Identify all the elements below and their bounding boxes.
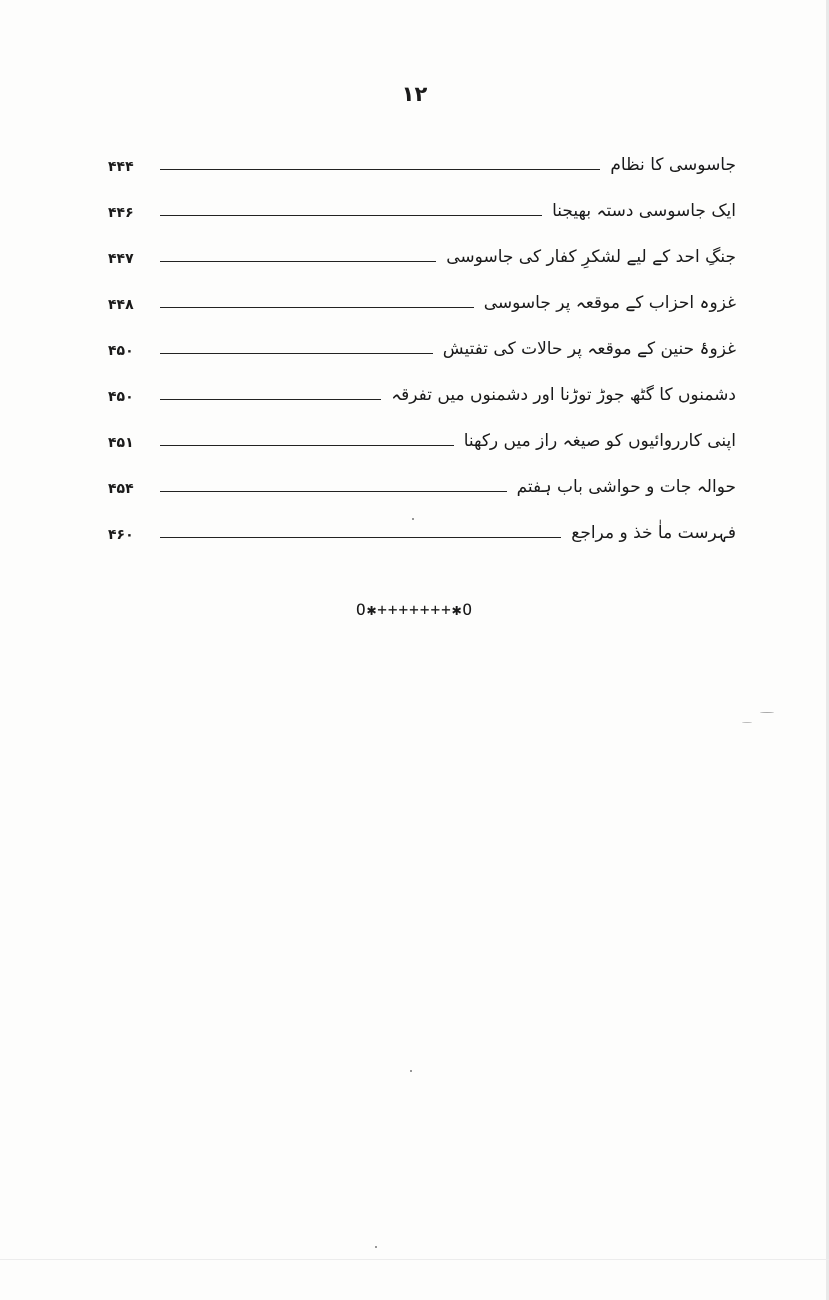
toc-entry-title: ایک جاسوسی دستہ بھیجنا	[552, 201, 736, 221]
scan-speck	[412, 518, 414, 520]
scan-speck	[742, 722, 752, 723]
toc-entry-title: غزوہ احزاب کے موقعہ پر جاسوسی	[483, 293, 736, 313]
page-edge-bottom	[0, 1259, 829, 1300]
toc-entry	[108, 455, 736, 501]
toc-leader-line	[160, 169, 600, 170]
toc-entry	[108, 501, 736, 547]
toc-entry-page: ۴۵۱	[108, 435, 134, 451]
toc-entry-title: جنگِ احد کے لیے لشکرِ کفار کی جاسوسی	[446, 247, 736, 267]
toc-leader-line	[160, 445, 454, 446]
toc-entry-title: غزوۂ حنین کے موقعہ پر حالات کی تفتیش	[442, 339, 736, 359]
toc-entry-page: ۴۵۰	[108, 389, 134, 405]
scan-speck	[410, 1070, 412, 1072]
toc-entry-title: دشمنوں کا گٹھ جوڑ توڑنا اور دشمنوں میں تفرقہ	[391, 385, 736, 405]
toc-entry-page: ۴۵۰	[108, 343, 134, 359]
toc-leader-line	[160, 399, 381, 400]
toc-entry	[108, 409, 736, 455]
toc-entry-title: فہرست ماٰ خذ و مراجع	[571, 523, 736, 543]
toc-entry-title: جاسوسی کا نظام	[610, 155, 736, 175]
section-end-ornament: O✱+++++++✱O	[356, 600, 473, 619]
toc-entry-page: ۴۵۴	[108, 481, 134, 497]
toc-entry-page: ۴۴۶	[108, 205, 134, 221]
page-number: ١٢	[401, 82, 428, 106]
toc-entry-page: ۴۴۷	[108, 251, 134, 267]
toc-entry-page: ۴۴۸	[108, 297, 134, 313]
toc-entry	[108, 271, 736, 317]
toc-leader-line	[160, 307, 474, 308]
toc-entry	[108, 179, 736, 225]
toc-entry	[108, 317, 736, 363]
toc-leader-line	[160, 537, 561, 538]
toc-entry	[108, 363, 736, 409]
toc-leader-line	[160, 353, 433, 354]
table-of-contents	[108, 133, 736, 547]
toc-entry-page: ۴۶۰	[108, 527, 134, 543]
toc-leader-line	[160, 491, 507, 492]
toc-entry-page: ۴۴۴	[108, 159, 134, 175]
scan-speck	[375, 1246, 377, 1248]
toc-entry-title: اپنی کارروائیوں کو صیغہ راز میں رکھنا	[463, 431, 736, 451]
toc-leader-line	[160, 261, 436, 262]
toc-entry-title: حوالہ جات و حواشی باب ہفتم	[516, 477, 736, 497]
toc-entry	[108, 225, 736, 271]
scan-speck	[760, 712, 774, 713]
toc-leader-line	[160, 215, 542, 216]
toc-entry	[108, 133, 736, 179]
